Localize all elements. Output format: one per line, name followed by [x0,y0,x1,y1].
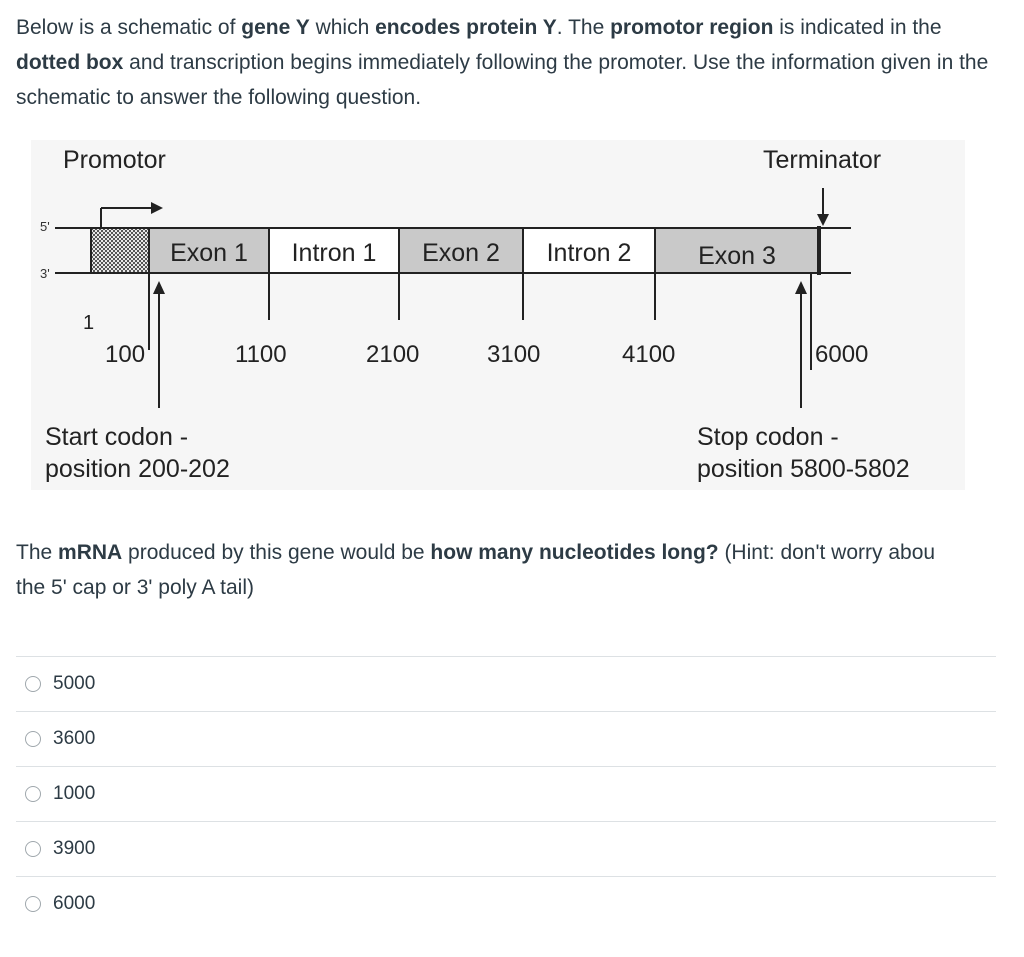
radio-button[interactable] [25,786,41,802]
position-label: 4100 [622,341,676,368]
answer-option[interactable] [16,766,996,821]
radio-button[interactable] [25,841,41,857]
answer-label: 3600 [53,728,96,749]
terminator-label: Terminator [763,146,882,174]
segment-label: Exon 1 [170,239,248,267]
position-label: 3100 [487,341,541,368]
segment-label: Intron 2 [546,239,632,267]
stop-codon-position: position 5800-5802 [697,455,910,483]
start-codon-position: position 200-202 [45,455,230,483]
position-label: 1 [83,312,95,334]
promoter-dotted-box [91,228,149,273]
answer-option[interactable] [16,821,996,876]
answer-label: 3900 [53,838,96,859]
segment-label: Exon 3 [698,242,776,270]
three-prime-label: 3' [40,266,50,281]
position-label: 6000 [815,341,869,368]
position-label: 1100 [235,341,287,368]
radio-button[interactable] [25,676,41,692]
promotor-label: Promotor [63,146,166,174]
radio-button[interactable] [25,896,41,912]
gene-schematic [31,140,965,490]
answer-label: 6000 [53,893,96,914]
radio-button[interactable] [25,731,41,747]
segment-label: Exon 2 [422,239,500,267]
position-label: 100 [105,341,146,368]
answer-option[interactable] [16,876,996,931]
stop-codon-label: Stop codon - [697,423,839,451]
segment-label: Intron 1 [291,239,377,267]
answer-label: 5000 [53,673,96,694]
answer-option[interactable] [16,711,996,766]
position-label: 2100 [366,341,420,368]
start-codon-label: Start codon - [45,423,189,451]
question-text: The mRNA produced by this gene would be how many nucleotides long? (Hint: don't worry abou the 5' cap or 3' poly A tail) [16,541,936,599]
answer-list [16,656,996,931]
answer-option[interactable] [16,656,996,711]
answer-label: 1000 [53,783,96,804]
question-intro: Below is a schematic of gene Y which encodes protein Y. The promotor region is indicated in the dotted box and transcription begins immediately following the promoter. Use the information given in the schematic to answer the following question. [16,16,989,109]
five-prime-label: 5' [40,219,50,234]
gene-name: gene Y [241,16,310,39]
